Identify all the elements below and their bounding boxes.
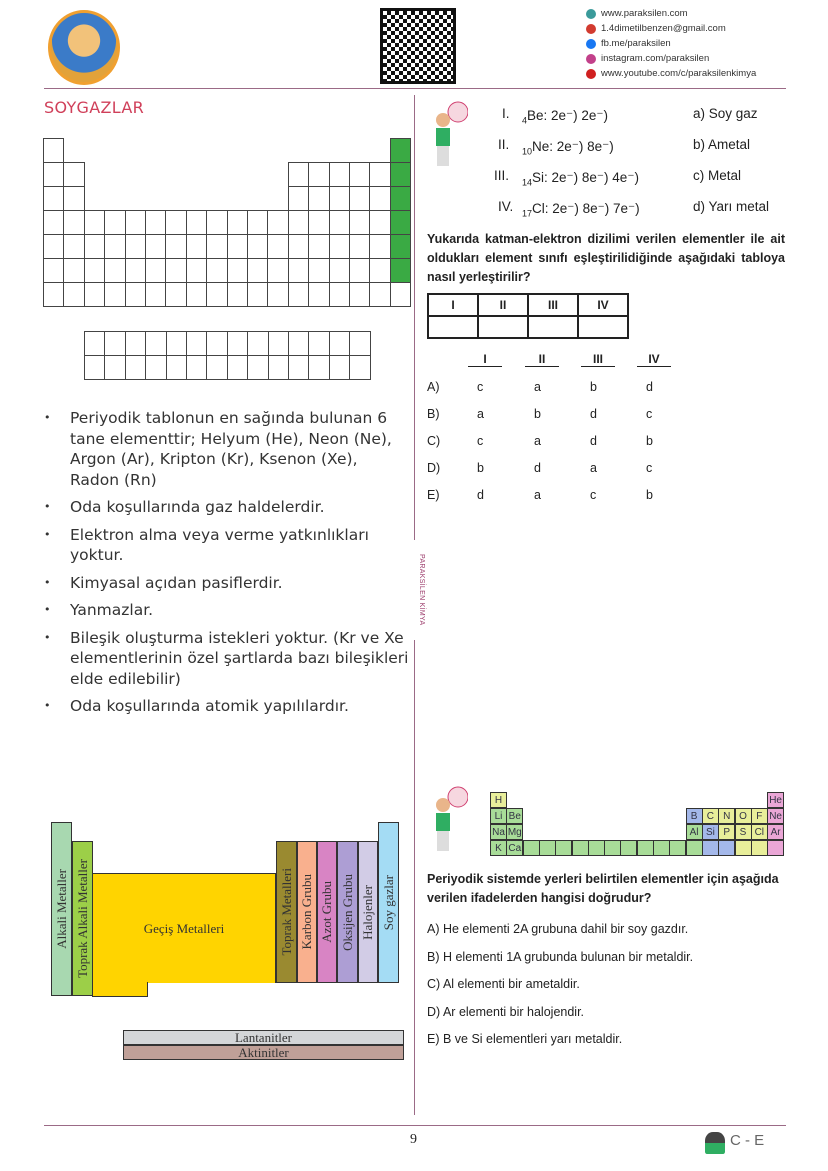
option-value: b (590, 380, 597, 394)
contact-text: www.youtube.com/c/paraksilenkimya (601, 68, 757, 79)
table-cell (104, 282, 125, 307)
option-value: a (590, 461, 597, 475)
element-cell: Cl (751, 824, 768, 840)
table-cell (288, 186, 309, 211)
element-cell (751, 840, 768, 856)
block-karbon (297, 841, 317, 983)
table-cell (390, 258, 411, 283)
table-cell (145, 355, 166, 380)
table-cell (329, 210, 350, 235)
element-cell: Ca (506, 840, 523, 856)
option-column-header: II (525, 352, 559, 367)
question-2-text: Periyodik sistemde yerleri belirtilen elementler için aşağıda verilen ifadelerden hangisi doğrudur? (427, 872, 779, 905)
table-cell (227, 234, 248, 259)
table-cell (349, 234, 370, 259)
bullet-list (44, 408, 409, 724)
table-cell (288, 162, 309, 187)
table-cell (206, 258, 227, 283)
element-cell (686, 840, 703, 856)
table-cell (390, 210, 411, 235)
element-cell (604, 840, 621, 856)
element-cell: Al (686, 824, 703, 840)
bullet-item: • Kimyasal açıdan pasiflerdir. (44, 573, 409, 594)
table-cell (125, 234, 146, 259)
element-cell: Be (506, 808, 523, 824)
roman-numeral: II. (498, 137, 510, 152)
shells: Si: 2e⁻) 8e⁻) 4e⁻) (532, 170, 639, 185)
label: Karbon Grubu (299, 874, 314, 950)
table-cell (104, 331, 125, 356)
option[interactable]: C) Al elementi bir ametaldir. (427, 977, 580, 991)
table-cell (43, 258, 64, 283)
element-cell (523, 840, 540, 856)
table-cell (349, 162, 370, 187)
option-value: a (534, 488, 541, 502)
block-toprak-alkali (72, 841, 93, 996)
option-value: b (646, 488, 653, 502)
table-cell (165, 210, 186, 235)
table-cell (227, 258, 248, 283)
table-cell (43, 234, 64, 259)
label: Toprak Alkali Metaller (74, 859, 90, 978)
table-cell (206, 331, 227, 356)
header-divider (44, 88, 786, 89)
element-cell: Ne (767, 808, 784, 824)
qr-code[interactable] (380, 8, 456, 84)
table-cell (166, 355, 187, 380)
label: Toprak Metalleri (278, 868, 294, 956)
table-cell (104, 210, 125, 235)
option-value: b (477, 461, 484, 475)
table-cell (145, 210, 166, 235)
table-cell (267, 234, 288, 259)
contact-item[interactable] (586, 6, 756, 21)
bullet-item: • Bileşik oluşturma istekleri yoktur. (Kr ve Xe elementlerinin özel şartlarda bazı bileşikleri elde edilebilir) (44, 628, 409, 690)
table-cell (308, 210, 329, 235)
table-cell (247, 355, 268, 380)
bullet-item: • Yanmazlar. (44, 600, 409, 621)
table-cell (267, 210, 288, 235)
table-cell (43, 282, 64, 307)
table-cell (165, 258, 186, 283)
table-cell (43, 210, 64, 235)
contact-text: instagram.com/paraksilen (601, 53, 710, 64)
class-choice: c) Metal (693, 168, 742, 183)
table-cell (369, 162, 390, 187)
roman-numeral: I. (502, 106, 510, 121)
element-cell (637, 840, 654, 856)
table-cell (104, 355, 125, 380)
table-cell (125, 331, 146, 356)
block-gecis (92, 873, 276, 983)
table-cell (288, 210, 309, 235)
table-cell (63, 162, 84, 187)
table-cell (329, 331, 350, 356)
table-cell (104, 234, 125, 259)
bullet-item: • Periyodik tablonun en sağında bulunan 6 tane elementtir; Helyum (He), Neon (Ne), Argon (Ar), Kripton (Kr), Ksenon (Xe), Radon (Rn) (44, 408, 409, 490)
table-cell (288, 331, 309, 356)
table-cell (308, 282, 329, 307)
atomic-number: 4 (522, 115, 528, 126)
table-cell (349, 210, 370, 235)
atomic-number: 17 (522, 208, 533, 219)
table-cell (369, 210, 390, 235)
option-value: d (590, 434, 597, 448)
side-label: PARAKSİLEN KİMYA (405, 540, 425, 640)
table-cell (63, 186, 84, 211)
element-cell (735, 840, 752, 856)
option-value: a (534, 380, 541, 394)
element-cell: Na (490, 824, 507, 840)
label: Alkali Metaller (53, 869, 69, 949)
element-cell: K (490, 840, 507, 856)
element-cell: H (490, 792, 507, 808)
option[interactable]: E) B ve Si elementleri yarı metaldir. (427, 1032, 623, 1046)
element-cell: Si (702, 824, 719, 840)
class-choice: a) Soy gaz (693, 106, 758, 121)
bullet-item: • Elektron alma veya verme yatkınlıkları yoktur. (44, 525, 409, 566)
option-value: b (534, 407, 541, 421)
instagram-icon (586, 54, 596, 64)
option-value: c (590, 488, 597, 502)
mascot-icon (705, 1132, 725, 1154)
table-cell (308, 331, 329, 356)
element-cell: B (686, 808, 703, 824)
option-label[interactable]: B) (427, 407, 440, 421)
table-cell (206, 355, 227, 380)
table-cell (288, 234, 309, 259)
mascot-icon (428, 785, 468, 855)
web-icon (586, 9, 596, 19)
table-cell (247, 258, 268, 283)
table-cell (329, 355, 350, 380)
option[interactable]: B) H elementi 1A grubunda bulunan bir metaldir. (427, 949, 694, 964)
block-soygaz (378, 822, 399, 983)
element-cell (572, 840, 589, 856)
table-cell (369, 234, 390, 259)
table-cell (43, 138, 64, 163)
element-cell (718, 840, 735, 856)
block-toprak (276, 841, 297, 983)
table-cell (247, 210, 268, 235)
table-cell (267, 282, 288, 307)
table-cell (267, 258, 288, 283)
table-cell (125, 282, 146, 307)
table-cell (329, 258, 350, 283)
table-cell (369, 186, 390, 211)
table-cell (390, 162, 411, 187)
table-cell (186, 282, 207, 307)
element-cell: He (767, 792, 784, 808)
contact-item[interactable] (586, 66, 756, 81)
table-cell (165, 234, 186, 259)
element-cell (653, 840, 670, 856)
label: Soy gazlar (380, 874, 396, 931)
table-cell (329, 162, 350, 187)
shells: Ne: 2e⁻) 8e⁻) (532, 139, 614, 154)
option-value: a (477, 407, 484, 421)
block-azot (317, 841, 337, 983)
option-label[interactable]: D) (427, 461, 441, 475)
table-cell (206, 234, 227, 259)
class-choice: b) Ametal (693, 137, 751, 152)
facebook-icon (586, 39, 596, 49)
shells: Cl: 2e⁻) 8e⁻) 7e⁻) (532, 201, 640, 216)
table-cell (84, 234, 105, 259)
table-header: I (428, 294, 478, 316)
table-cell (125, 355, 146, 380)
element-cell (702, 840, 719, 856)
option-value: c (646, 407, 653, 421)
contact-text: 1.4dimetilbenzen@gmail.com (601, 23, 726, 34)
table-cell (145, 258, 166, 283)
table-header: III (528, 294, 578, 316)
table-cell (247, 282, 268, 307)
table-cell (308, 355, 329, 380)
page-number: 9 (410, 1132, 417, 1147)
element-cell: S (735, 824, 752, 840)
label: Halojenler (360, 884, 375, 940)
answer-key: C - E (730, 1132, 765, 1149)
table-cell (349, 258, 370, 283)
table-cell (186, 234, 207, 259)
option[interactable]: A) He elementi 2A grubuna dahil bir soy gazdır. (427, 922, 689, 936)
mascot-icon (428, 100, 468, 170)
table-cell (308, 186, 329, 211)
contact-text: fb.me/paraksilen (601, 38, 671, 49)
table-cell (369, 258, 390, 283)
option-column-header: I (468, 352, 502, 367)
option-value: d (590, 407, 597, 421)
table-cell (206, 210, 227, 235)
element-cell: P (718, 824, 735, 840)
table-cell (329, 282, 350, 307)
table-cell (186, 355, 207, 380)
shells: Be: 2e⁻) 2e⁻) (527, 108, 609, 123)
contact-item[interactable] (586, 51, 756, 66)
option[interactable]: D) Ar elementi bir halojendir. (427, 1004, 585, 1019)
option-label[interactable]: A) (427, 380, 440, 394)
table-header: II (478, 294, 528, 316)
option-value: b (646, 434, 653, 448)
block-oksijen (337, 841, 358, 983)
block-aktinit (123, 1045, 404, 1060)
atomic-number: 14 (522, 177, 533, 188)
block-halojen (358, 841, 378, 983)
element-cell (767, 840, 784, 856)
electron-config (522, 139, 614, 157)
table-cell (247, 234, 268, 259)
table-cell (227, 331, 248, 356)
table-cell (349, 186, 370, 211)
table-cell (84, 210, 105, 235)
table-cell (63, 282, 84, 307)
table-cell (206, 282, 227, 307)
table-cell (84, 355, 105, 380)
table-cell (84, 258, 105, 283)
element-cell: C (702, 808, 719, 824)
electron-config (522, 108, 608, 126)
electron-config (522, 170, 639, 188)
label: Oksijen Grubu (339, 873, 355, 951)
element-cell: F (751, 808, 768, 824)
table-cell (84, 331, 105, 356)
table-cell (349, 355, 370, 380)
table-cell (308, 258, 329, 283)
element-cell (555, 840, 572, 856)
table-cell (268, 331, 289, 356)
option-value: d (534, 461, 541, 475)
label: Azot Grubu (319, 881, 334, 943)
table-cell (84, 282, 105, 307)
table-cell (43, 162, 64, 187)
table-cell (186, 258, 207, 283)
roman-numeral: IV. (498, 199, 514, 214)
question-1-text: Yukarıda katman-elektron dizilimi verilen elementler ile ait oldukları element sınıfı eşleştirilidiğinde aşağıdaki tabloya nasıl yerleştirilir? (427, 232, 785, 284)
gmail-icon (586, 24, 596, 34)
table-cell (227, 282, 248, 307)
table-cell (104, 258, 125, 283)
atomic-number: 10 (522, 146, 533, 157)
label: Aktinitler (238, 1044, 289, 1060)
table-cell (329, 186, 350, 211)
table-cell (308, 162, 329, 187)
table-cell (390, 138, 411, 163)
table-cell (247, 331, 268, 356)
section-title: SOYGAZLAR (44, 98, 144, 117)
block-lantanit (123, 1030, 404, 1045)
author-avatar (48, 10, 120, 85)
element-cell (620, 840, 637, 856)
table-cell (308, 234, 329, 259)
answer-table (427, 293, 629, 339)
element-cell (669, 840, 686, 856)
table-cell (390, 186, 411, 211)
table-cell (125, 258, 146, 283)
table-cell (145, 282, 166, 307)
table-cell (227, 355, 248, 380)
block-alkali (51, 822, 72, 996)
option-value: c (646, 461, 653, 475)
option-value: d (477, 488, 484, 502)
table-cell (288, 355, 309, 380)
youtube-icon (586, 69, 596, 79)
table-cell (288, 282, 309, 307)
label: Lantanitler (234, 1029, 293, 1045)
contact-item[interactable] (586, 21, 756, 36)
table-header: IV (578, 294, 628, 316)
bullet-item: • Oda koşullarında atomik yapılılardır. (44, 696, 409, 717)
element-cell (539, 840, 556, 856)
option-label[interactable]: C) (427, 434, 441, 448)
table-cell (390, 234, 411, 259)
table-cell (145, 234, 166, 259)
roman-numeral: III. (494, 168, 510, 183)
table-cell (145, 331, 166, 356)
table-cell (186, 331, 207, 356)
table-cell (63, 258, 84, 283)
table-cell (288, 258, 309, 283)
option-value: a (534, 434, 541, 448)
class-choice: d) Yarı metal (693, 199, 770, 214)
option-value: c (477, 434, 484, 448)
table-cell (369, 282, 390, 307)
element-cell: N (718, 808, 735, 824)
table-cell (186, 210, 207, 235)
bullet-item: • Oda koşullarında gaz haldelerdir. (44, 497, 409, 518)
table-cell (166, 331, 187, 356)
contact-text: www.paraksilen.com (601, 8, 688, 19)
label: Geçiş Metalleri (143, 920, 225, 936)
table-cell (43, 186, 64, 211)
footer-divider (44, 1125, 786, 1126)
table-cell (349, 282, 370, 307)
table-cell (390, 282, 411, 307)
table-cell (329, 234, 350, 259)
table-cell (63, 210, 84, 235)
table-cell (227, 210, 248, 235)
option-value: c (477, 380, 484, 394)
table-cell (125, 210, 146, 235)
element-cell: Ar (767, 824, 784, 840)
option-label[interactable]: E) (427, 488, 440, 502)
element-cell: Mg (506, 824, 523, 840)
table-cell (349, 331, 370, 356)
option-value: d (646, 380, 653, 394)
option-column-header: IV (637, 352, 671, 367)
element-cell: O (735, 808, 752, 824)
option-column-header: III (581, 352, 615, 367)
table-cell (268, 355, 289, 380)
table-cell (165, 282, 186, 307)
element-cell (588, 840, 605, 856)
contact-list (586, 6, 756, 81)
contact-item[interactable] (586, 36, 756, 51)
electron-config (522, 201, 640, 219)
element-cell: Li (490, 808, 507, 824)
table-cell (63, 234, 84, 259)
